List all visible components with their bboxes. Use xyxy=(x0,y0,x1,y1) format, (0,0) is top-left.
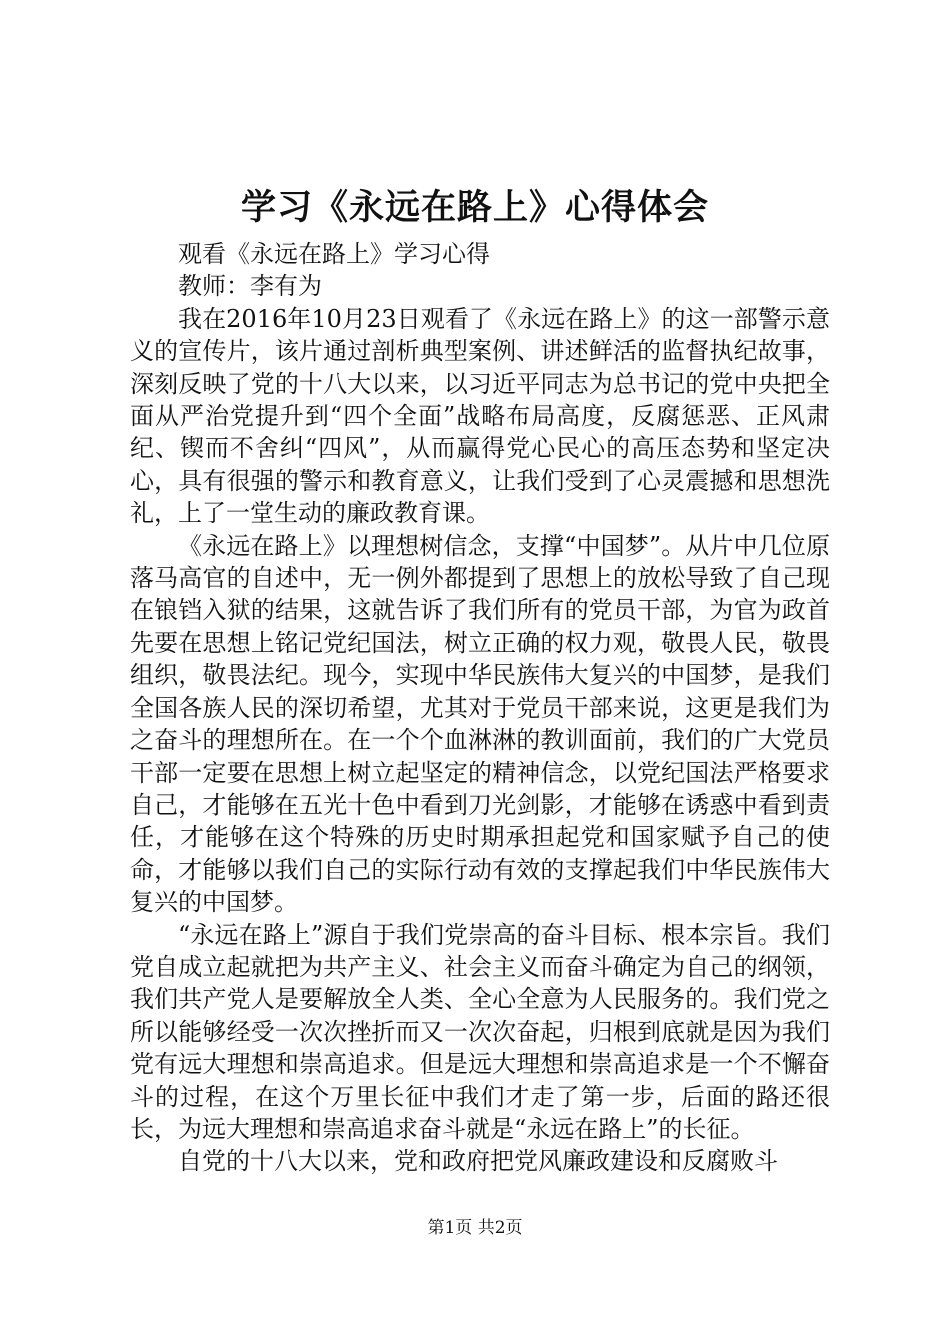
document-body xyxy=(130,238,830,1178)
body-paragraph-4: 自党的十八大以来，党和政府把党风廉政建设和反腐败斗 xyxy=(178,1147,778,1176)
page-footer: 第1页 共2页 xyxy=(427,1218,523,1238)
subtitle-paragraph: 观看《永远在路上》学习心得 xyxy=(178,240,490,268)
body-paragraph-2: 《永远在路上》以理想树信念，支撑“中国梦”。从片中几位原落马高官的自述中，无一例外都提到了思想上的放松导致了自己现在锒铛入狱的结果，这就告诉了我们所有的党员干部，为官为政首先要在思想上铭记党纪国法，树立正确的权力观，敬畏人民，敬畏组织，敬畏法纪。现今，实现中华民族伟大复兴的中国梦，是我们全国各族人民的深切希望，尤其对于党员干部来说，这更是我们为之奋斗的理想所在。在一个个血淋淋的教训面前，我们的广大党员干部一定要在思想上树立起坚定的精神信念，以党纪国法严格要求自己，才能够在五光十色中看到刀光剑影，才能够在诱惑中看到责任，才能够在这个特殊的历史时期承担起党和国家赋予自己的使命，才能够以我们自己的实际行动有效的支撑起我们中华民族伟大复兴的中国梦。 xyxy=(130,531,830,917)
body-paragraph-3: “永远在路上”源自于我们党崇高的奋斗目标、根本宗旨。我们党自成立起就把为共产主义、社会主义而奋斗确定为自己的纲领，我们共产党人是要解放全人类、全心全意为人民服务的。我们党之所以能够经受一次次挫折而又一次次奋起，归根到底就是因为我们党有远大理想和崇高追求。但是远大理想和崇高追求是一个不懈奋斗的过程，在这个万里长征中我们才走了第一步，后面的路还很长，为远大理想和崇高追求奋斗就是“永远在路上”的长征。 xyxy=(130,920,830,1143)
body-paragraph-1: 我在2016年10月23日观看了《永远在路上》的这一部警示意义的宣传片，该片通过剖析典型案例、讲述鲜活的监督执纪故事，深刻反映了党的十八大以来，以习近平同志为总书记的党中央把全面从严治党提升到“四个全面”战略布局高度，反腐惩恶、正风肃纪、锲而不舍纠“四风”，从而赢得党心民心的高压态势和坚定决心，具有很强的警示和教育意义，让我们受到了心灵震撼和思想洗礼，上了一堂生动的廉政教育课。 xyxy=(130,304,830,528)
author-paragraph: 教师：李有为 xyxy=(178,272,322,301)
document-title: 学习《永远在路上》心得体会 xyxy=(240,187,709,228)
